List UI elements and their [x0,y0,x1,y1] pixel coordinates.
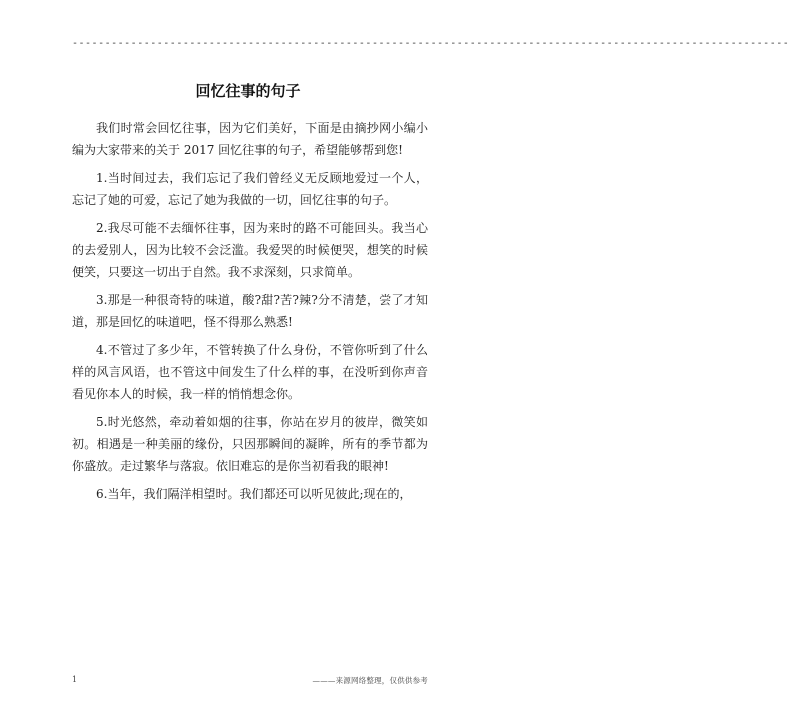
source-note: ———来源网络整理，仅供供参考 [312,676,428,685]
paragraph-2: 2.我尽可能不去缅怀往事，因为来时的路不可能回头。我当心的去爱别人，因为比较不会泛滥。我爱哭的时候便哭，想笑的时候便笑，只要这一切出于自然。我不求深刻，只求简单。 [72,221,428,279]
paragraph-6: 6.当年，我们隔洋相望时。我们都还可以听见彼此;现在的， [96,487,412,501]
paragraph-1: 1.当时间过去，我们忘记了我们曾经义无反顾地爱过一个人，忘记了她的可爱，忘记了她为我做的一切，回忆往事的句子。 [72,171,428,207]
intro-paragraph: 我们时常会回忆往事，因为它们美好，下面是由摘抄网小编小编为大家带来的关于 2017 回忆往事的句子，希望能够帮到您! [72,121,428,157]
header-dashed-rule: -------------------------------------------------------------------------------------------------------------- [72,38,789,49]
document-body [72,117,428,511]
paragraph-3: 3.那是一种很奇特的味道，酸?甜?苦?辣?分不清楚，尝了才知道，那是回忆的味道吧，怪不得那么熟悉! [72,293,428,329]
paragraph-4: 4.不管过了多少年，不管转换了什么身份，不管你听到了什么样的风言风语，也不管这中间发生了什么样的事，在没听到你声音看见你本人的时候，我一样的悄悄想念你。 [72,343,428,401]
page-footer [72,675,428,686]
page-number: 1 [72,675,78,684]
paragraph-5: 5.时光悠然，牵动着如烟的往事，你站在岁月的彼岸，微笑如初。相遇是一种美丽的缘份，只因那瞬间的凝眸，所有的季节都为你盛放。走过繁华与落寂。依旧难忘的是你当初看我的眼神! [72,415,428,473]
page-title: 回忆往事的句子 [195,82,301,100]
